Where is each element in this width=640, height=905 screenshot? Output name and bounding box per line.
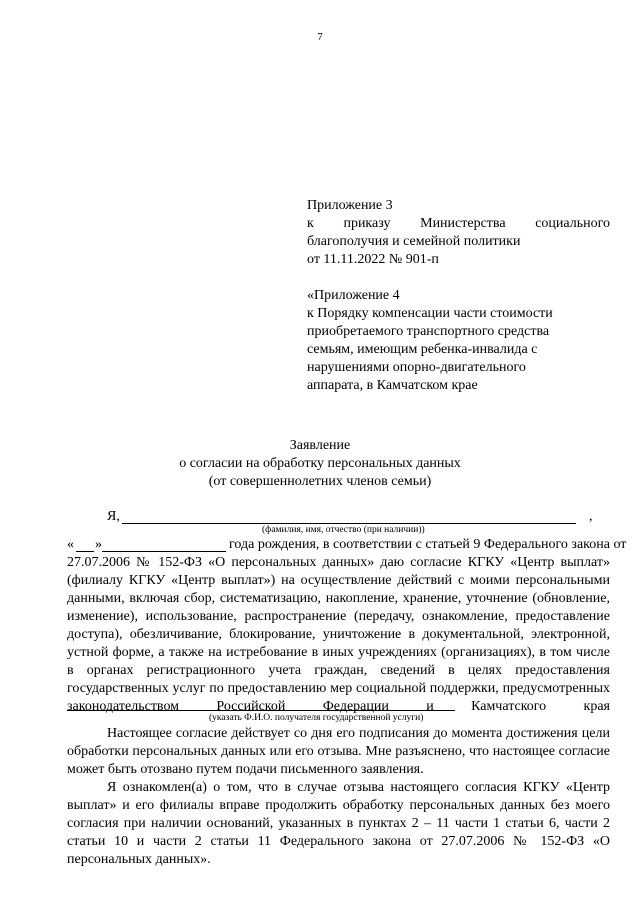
birth-month-year-field-line[interactable] [102,551,226,552]
annex-procedure-line: «Приложение 4 [307,288,400,303]
annex-order-line: Приложение 3 [307,198,393,213]
fio-field-line[interactable] [122,523,576,524]
annex-order-line: от 11.11.2022 № 901-п [307,252,439,267]
validity-paragraph [67,725,610,779]
consent-paragraph [67,554,610,716]
annex-procedure-line: приобретаемого транспортного средства [307,324,550,339]
annex-procedure-block [307,287,610,395]
annex-order-line: благополучия и семейной политики [307,234,521,249]
title-line: о согласии на обработку персональных данных [179,456,461,471]
annex-procedure-line: нарушениями опорно-двигательного [307,360,526,375]
birth-day-field-line[interactable] [76,551,94,552]
annex-procedure-line: к Порядку компенсации части стоимости [307,306,553,321]
quote-open: « [67,537,74,552]
document-title [0,437,640,491]
page-number: 7 [317,31,323,43]
recipient-field-line[interactable] [67,710,455,711]
title-line: (от совершеннолетних членов семьи) [208,474,432,489]
birth-rest-text: года рождения, в соответствии с статьей 9 Федерального закона от [229,537,627,552]
annex-order-line: к приказу Министерства социального [307,216,610,231]
ya-label: Я, [107,509,120,524]
quote-close: » [95,537,102,552]
fio-hint: (фамилия, имя, отчество (при наличии)) [262,525,425,535]
annex-order-block [307,197,610,269]
validity-text: Настоящее согласие действует со дня его подписания до момента достижения цели обработки персональных данных или его отзыва. Мне разъяснено, что настоящее согласие может быть отозвано путем подачи письменного заявления. [67,726,610,777]
annex-procedure-line: аппарата, в Камчатском крае [307,378,478,393]
title-line: Заявление [289,438,351,453]
informed-text: Я ознакомлен(а) о том, что в случае отзыва настоящего согласия КГКУ «Центр выплат» и его филиалы вправе продолжить обработку персональных данных без моего согласия при наличии оснований, указанных в пунктах 2 – 11 части 1 статьи 6, части 2 статьи 10 и части 2 статьи 11 Федерального закона от 27.07.2006 № 152-ФЗ «О персональных данных». [67,780,610,867]
recipient-hint: (указать Ф.И.О. получателя государственной услуги) [209,713,424,723]
informed-paragraph [67,779,610,869]
consent-text: 27.07.2006 № 152-ФЗ «О персональных данных» даю согласие КГКУ «Центр выплат» (филиалу КГКУ «Центр выплат») на осуществление действий с моими персональными данными, включая сбор, систематизацию, накопление, хранение, уточнение (обновление, изменение), использование, распространение (передачу, ознакомление, предоставление доступа), обезличивание, блокирование, уничтожение в документальной, электронной, устной форме, а также на истребование в иных учреждениях (организациях), в том числе в органах регистрационного учета граждан, сведений в целях предоставления государственных услуг по предоставлению мер социальной поддержки, предусмотренных законодательством Российской Федерации и Камчатского края [67,555,610,714]
annex-procedure-line: семьям, имеющим ребенка-инвалида с [307,342,538,357]
fio-comma: , [589,509,593,524]
